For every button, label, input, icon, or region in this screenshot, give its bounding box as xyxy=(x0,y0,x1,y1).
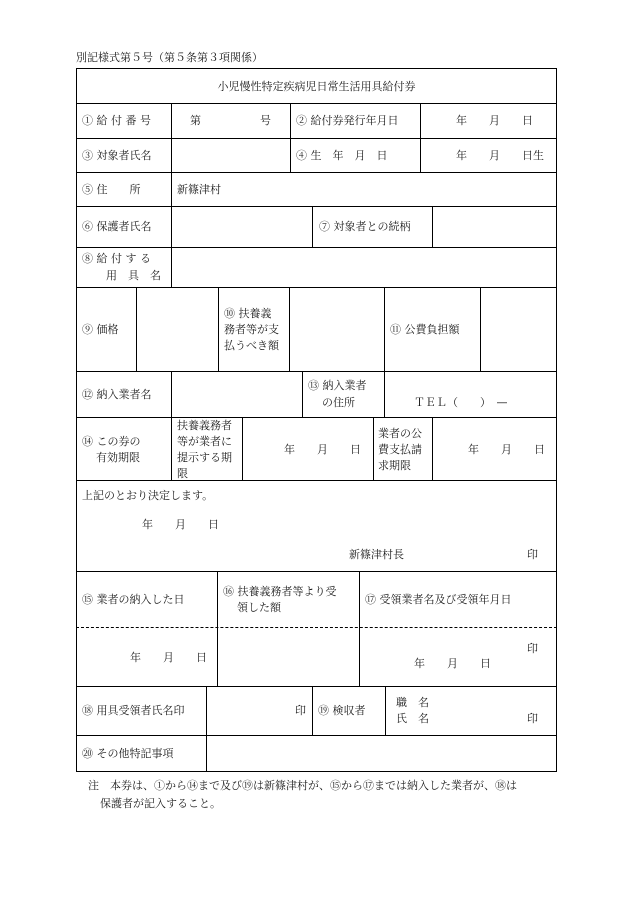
row-line xyxy=(76,371,557,372)
col-line xyxy=(420,103,421,172)
col-line xyxy=(359,571,360,686)
row-line xyxy=(76,206,557,207)
table-border-bottom xyxy=(76,771,557,772)
equipment-label-1: ⑧ 給 付 す る xyxy=(82,252,151,265)
receiving-vendor-seal: 印 xyxy=(527,642,538,655)
form-reference: 別記様式第５号（第５条第３項関係） xyxy=(76,51,263,64)
col-line xyxy=(136,287,137,371)
col-line xyxy=(217,571,218,686)
row-line xyxy=(76,686,557,687)
col-line xyxy=(384,287,385,371)
inspector-name: 氏 名 xyxy=(396,712,429,725)
price-label: ⑨ 価格 xyxy=(82,323,119,336)
address-value: 新篠津村 xyxy=(177,183,221,196)
benefit-number-go: 号 xyxy=(260,114,271,127)
col-line xyxy=(171,206,172,247)
col-line xyxy=(385,686,386,735)
received-amount-label-1: ⑯ 扶養義務者等より受 xyxy=(223,585,337,598)
receiving-vendor-date: 年 月 日 xyxy=(414,657,491,670)
receiving-vendor-label: ⑰ 受領業者名及び受領年月日 xyxy=(365,593,512,606)
issue-date-label: ② 給付券発行年月日 xyxy=(296,114,399,127)
row-line xyxy=(76,417,557,418)
row-line xyxy=(76,571,557,572)
col-line xyxy=(432,206,433,247)
col-line xyxy=(480,287,481,371)
claim-deadline-label-2: 費支払請 xyxy=(378,443,422,456)
inspector-label: ⑲ 検収者 xyxy=(318,704,366,717)
inspector-title: 職 名 xyxy=(396,696,429,709)
validity-label-2: 有効期限 xyxy=(96,451,140,464)
vendor-name-label: ⑫ 納入業者名 xyxy=(82,388,152,401)
address-label: ⑤ 住 所 xyxy=(82,183,141,196)
subject-name-label: ③ 対象者氏名 xyxy=(82,149,152,162)
guardian-payment-label-2: 務者等が支 xyxy=(224,323,279,336)
delivery-date-label: ⑮ 業者の納入した日 xyxy=(82,593,185,606)
received-amount-label-2: 領した額 xyxy=(237,601,281,614)
mayor-seal: 印 xyxy=(527,548,538,561)
col-line xyxy=(290,103,291,172)
row-line xyxy=(76,480,557,481)
recipient-seal: 印 xyxy=(295,704,306,717)
vendor-address-label-1: ⑬ 納入業者 xyxy=(308,379,367,392)
col-line xyxy=(171,371,172,417)
col-line xyxy=(373,417,374,480)
dashed-divider xyxy=(76,627,557,628)
special-notes-label: ⑳ その他特記事項 xyxy=(82,747,174,760)
present-deadline-value: 年 月 日 xyxy=(284,443,361,456)
present-deadline-label-3: 提示する期 xyxy=(177,451,232,464)
col-line xyxy=(384,371,385,417)
village-mayor: 新篠津村長 xyxy=(349,548,404,561)
public-cost-label: ⑪ 公費負担額 xyxy=(390,323,460,336)
note-line-1: 注 本券は、①から⑭まで及び⑲は新篠津村が、⑮から⑰までは納入した業者が、⑱は xyxy=(88,779,517,792)
guardian-payment-label-3: 払うべき額 xyxy=(224,339,279,352)
col-line xyxy=(171,417,172,480)
col-line xyxy=(312,686,313,735)
recipient-name-label: ⑱ 用具受領者氏名印 xyxy=(82,704,185,717)
present-deadline-label-4: 限 xyxy=(177,467,188,480)
col-line xyxy=(206,686,207,771)
relationship-label: ⑦ 対象者との続柄 xyxy=(319,220,411,233)
table-border-top xyxy=(76,68,557,69)
delivery-date-value: 年 月 日 xyxy=(130,651,207,664)
claim-deadline-value: 年 月 日 xyxy=(468,443,545,456)
form-title: 小児慢性特定疾病児日常生活用具給付券 xyxy=(217,80,416,93)
birthdate-label: ④ 生 年 月 日 xyxy=(296,149,388,162)
col-line xyxy=(171,172,172,206)
row-line xyxy=(76,247,557,248)
col-line xyxy=(242,417,243,480)
benefit-number-dai: 第 xyxy=(190,114,201,127)
col-line xyxy=(289,287,290,371)
vendor-address-label-2: の住所 xyxy=(322,396,355,409)
decision-text: 上記のとおり決定します。 xyxy=(82,489,214,502)
inspector-seal: 印 xyxy=(527,712,538,725)
row-line xyxy=(76,138,557,139)
note-line-2: 保護者が記入すること。 xyxy=(100,797,221,810)
col-line xyxy=(218,287,219,371)
row-line xyxy=(76,735,557,736)
col-line xyxy=(171,247,172,287)
issue-date-value: 年 月 日 xyxy=(456,114,533,127)
birthdate-value: 年 月 日生 xyxy=(456,149,544,162)
claim-deadline-label-3: 求期限 xyxy=(378,459,411,472)
present-deadline-label-1: 扶養義務者 xyxy=(177,419,232,432)
vendor-tel: ＴＥＬ（ ） — xyxy=(414,396,508,409)
decision-date: 年 月 日 xyxy=(142,518,219,531)
claim-deadline-label-1: 業者の公 xyxy=(378,427,422,440)
col-line xyxy=(432,417,433,480)
table-border-right xyxy=(556,68,557,772)
benefit-number-label: ① 給 付 番 号 xyxy=(82,114,151,127)
guardian-name-label: ⑥ 保護者氏名 xyxy=(82,220,152,233)
row-line xyxy=(76,103,557,104)
equipment-label-2: 用 具 名 xyxy=(106,269,161,282)
col-line xyxy=(171,103,172,172)
col-line xyxy=(312,206,313,247)
validity-label-1: ⑭ この券の xyxy=(82,435,141,448)
guardian-payment-label-1: ⑩ 扶養義 xyxy=(224,307,272,320)
row-line xyxy=(76,172,557,173)
row-line xyxy=(76,287,557,288)
present-deadline-label-2: 等が業者に xyxy=(177,435,232,448)
col-line xyxy=(302,371,303,417)
table-border-left xyxy=(76,68,77,772)
